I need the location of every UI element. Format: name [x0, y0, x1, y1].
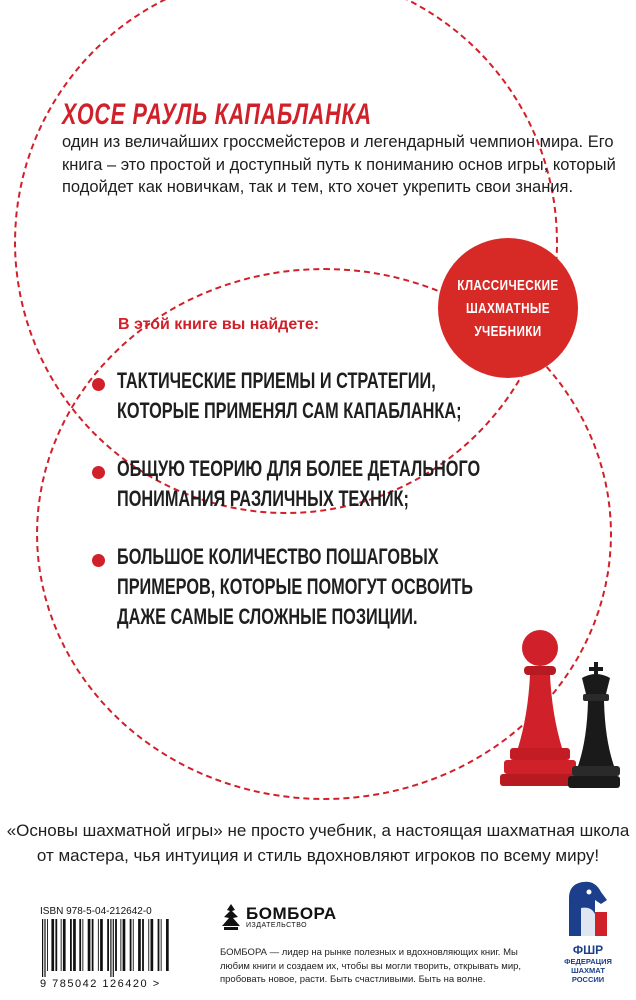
author-name: ХОСЕ РАУЛЬ КАПАБЛАНКА: [62, 98, 372, 131]
publisher-name: БОМБОРА: [246, 904, 337, 923]
book-quote: «Основы шахматной игры» не просто учебник, а настоящая шахматная школа от мастера, чья интуиция и стиль вдохновляют игроков по всему миру!: [6, 821, 630, 865]
series-badge: [438, 238, 578, 378]
barcode-bar: [133, 919, 134, 971]
author-bio: один из величайших гроссмейстеров и легендарный чемпион мира. Его книга – это простой и доступный путь к пониманию основ игры, который подойдет как новичкам, так и тем, кто хочет укрепить свои знания.: [62, 133, 616, 196]
barcode-bar: [113, 919, 114, 977]
federation-knight-icon: [561, 878, 615, 938]
bullet-icon: [92, 554, 105, 567]
barcode-bar: [110, 919, 111, 977]
barcode-bar: [142, 919, 144, 971]
barcode-bar: [47, 919, 48, 971]
barcode-bar: [82, 919, 83, 971]
federation-abbr: ФШР: [572, 943, 604, 957]
barcode-bar: [130, 919, 132, 971]
series-badge-text: КЛАССИЧЕСКИЕ ШАХМАТНЫЕ УЧЕБНИКИ: [457, 276, 559, 340]
barcode-bar: [61, 919, 62, 971]
isbn-block: [40, 906, 208, 990]
feature-item: [92, 454, 636, 514]
barcode-bar: [70, 919, 72, 971]
chess-pieces-illustration: [500, 590, 620, 810]
barcode-bar: [63, 919, 66, 971]
feature-text: ТАКТИЧЕСКИЕ ПРИЕМЫ И СТРАТЕГИИ, КОТОРЫЕ ПРИМЕНЯЛ САМ КАПАБЛАНКА;: [117, 368, 462, 423]
barcode-bar: [79, 919, 81, 971]
publisher-subtitle: ИЗДАТЕЛЬСТВО: [246, 922, 308, 929]
federation-name: ФЕДЕРАЦИЯ ШАХМАТ РОССИИ: [564, 957, 612, 984]
publisher-description: БОМБОРА — лидер на рынке полезных и вдохновляющих книг. Мы любим книги и создаем их, чтобы вы могли творить, открывать мир, пробовать новое, расти. Быть счастливыми. Быть на волне.: [220, 947, 522, 985]
barcode-bar: [55, 919, 57, 971]
federation-logo: [548, 878, 628, 984]
barcode-bar: [44, 919, 45, 977]
barcode-bar: [88, 919, 91, 971]
barcode-bar: [120, 919, 121, 971]
feature-item: [92, 366, 636, 426]
barcode-bar: [161, 919, 162, 971]
bullet-icon: [92, 378, 105, 391]
feature-text: БОЛЬШОЕ КОЛИЧЕСТВО ПОШАГОВЫХ ПРИМЕРОВ, КОТОРЫЕ ПОМОГУТ ОСВОИТЬ ДАЖЕ САМЫЕ СЛОЖНЫЕ ПОЗИЦИИ.: [117, 544, 473, 629]
barcode-bar: [158, 919, 160, 971]
barcode-bar: [151, 919, 154, 971]
barcode-bar: [42, 919, 43, 977]
barcode-bar: [123, 919, 126, 971]
find-title: В этой книге вы найдете:: [118, 316, 320, 333]
barcode-bar: [92, 919, 94, 971]
isbn-label: ISBN 978-5-04-212642-0: [40, 906, 152, 917]
bullet-icon: [92, 466, 105, 479]
barcode-bar: [148, 919, 149, 971]
red-pawn-icon: [500, 630, 580, 786]
barcode-bar: [100, 919, 103, 971]
barcode: [40, 919, 200, 977]
barcode-number: 9 785042 126420 >: [40, 978, 161, 990]
barcode-bar: [51, 919, 54, 971]
publisher-bird-icon: [220, 902, 242, 932]
barcode-bar: [107, 919, 109, 971]
barcode-bar: [138, 919, 141, 971]
barcode-bar: [98, 919, 99, 971]
barcode-bar: [166, 919, 169, 971]
black-king-icon: [568, 662, 620, 788]
barcode-bar: [115, 919, 117, 971]
barcode-bar: [73, 919, 76, 971]
feature-text: ОБЩУЮ ТЕОРИЮ ДЛЯ БОЛЕЕ ДЕТАЛЬНОГО ПОНИМАНИЯ РАЗЛИЧНЫХ ТЕХНИК;: [117, 456, 481, 511]
publisher-logo: [220, 902, 337, 932]
